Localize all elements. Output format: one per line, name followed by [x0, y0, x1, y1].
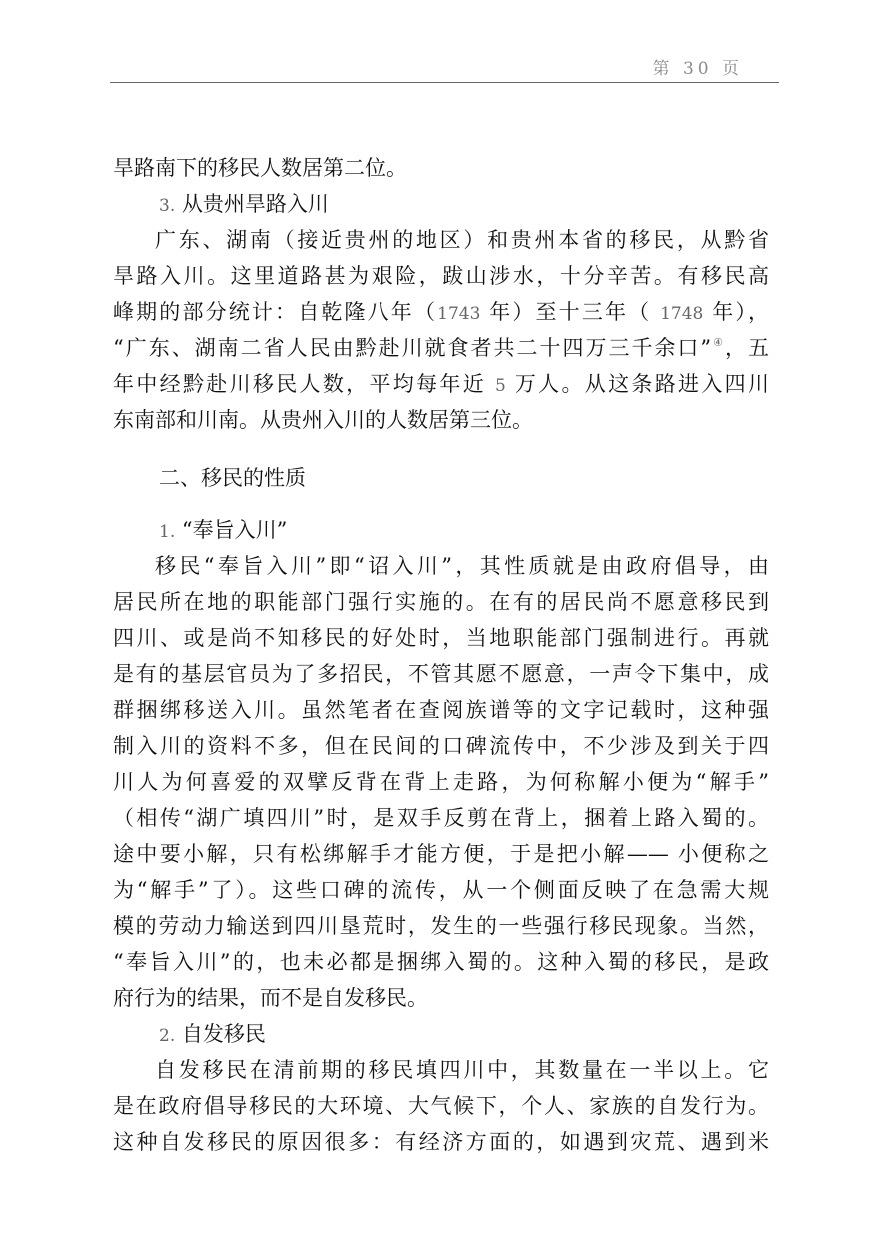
text-line: 途中要小解，只有松绑解手才能方便，于是把小解—— 小便称之: [113, 842, 769, 866]
text-line: 是有的基层官员为了多招民，不管其愿不愿意，一声令下集中，成: [113, 662, 769, 686]
heading-text: “奉旨入川”: [181, 518, 288, 542]
text-line: “广东、湖南二省人民由黔赴川就食者共二十四万三千余口”④，五: [113, 336, 769, 360]
heading-number: 3.: [159, 196, 176, 216]
text-line: 府行为的结果，而不是自发移民。: [113, 986, 428, 1010]
section-spacer: [113, 438, 769, 460]
heading-number: 1.: [159, 522, 176, 542]
text-line: 峰期的部分统计：自乾隆八年（1743 年）至十三年（ 1748 年），: [113, 300, 769, 324]
section-heading: [113, 1016, 769, 1052]
text-line: 四川、或是尚不知移民的好处时，当地职能部门强制进行。再就: [113, 626, 769, 650]
heading-text: 二、移民的性质: [159, 466, 306, 490]
text-line: 移民“奉旨入川”即“诏入川”，其性质就是由政府倡导，由: [155, 554, 769, 578]
document-body: [113, 150, 769, 1160]
text-line: 川人为何喜爱的双擘反背在背上走路，为何称解小便为“解手”: [113, 770, 769, 794]
footnote-marker: ④: [711, 336, 725, 349]
text-line: 居民所在地的职能部门强行实施的。在有的居民尚不愿意移民到: [113, 590, 769, 614]
text-line: 广东、湖南（接近贵州的地区）和贵州本省的移民，从黔省: [155, 228, 769, 252]
section-heading: [113, 460, 769, 496]
page-header: [110, 0, 779, 83]
text-line: 自发移民在清前期的移民填四川中，其数量在一半以上。它: [155, 1058, 769, 1082]
heading-text: 自发移民: [181, 1022, 266, 1046]
text-line: 是在政府倡导移民的大环境、大气候下，个人、家族的自发行为。: [113, 1094, 769, 1118]
section-heading: [113, 186, 769, 222]
section-heading: [113, 512, 769, 548]
section-spacer: [113, 496, 769, 512]
text-line: 年中经黔赴川移民人数，平均每年近 5 万人。从这条路进入四川: [113, 372, 769, 396]
heading-text: 从贵州旱路入川: [181, 192, 329, 216]
text-line: 群捆绑移送入川。虽然笔者在查阅族谱等的文字记载时，这种强: [113, 698, 769, 722]
text-line: （相传“湖广填四川”时，是双手反剪在背上，捆着上路入蜀的。: [113, 806, 769, 830]
text-line: 制入川的资料不多，但在民间的口碑流传中，不少涉及到关于四: [113, 734, 769, 758]
text-line: 模的劳动力输送到四川垦荒时，发生的一些强行移民现象。当然，: [113, 914, 769, 938]
text-line: “奉旨入川”的，也未必都是捆绑入蜀的。这种入蜀的移民，是政: [113, 950, 769, 974]
page-number: 第 30 页: [652, 59, 743, 79]
text-line: 这种自发移民的原因很多：有经济方面的，如遇到灾荒、遇到米: [113, 1130, 769, 1154]
text-line: 东南部和川南。从贵州入川的人数居第三位。: [113, 408, 533, 432]
heading-number: 2.: [159, 1026, 176, 1046]
text-line: 为“解手”了）。这些口碑的流传，从一个侧面反映了在急需大规: [113, 878, 769, 902]
text-line: 旱路南下的移民人数居第二位。: [113, 156, 407, 180]
text-line: 旱路入川。这里道路甚为艰险，跋山涉水，十分辛苦。有移民高: [113, 264, 769, 288]
